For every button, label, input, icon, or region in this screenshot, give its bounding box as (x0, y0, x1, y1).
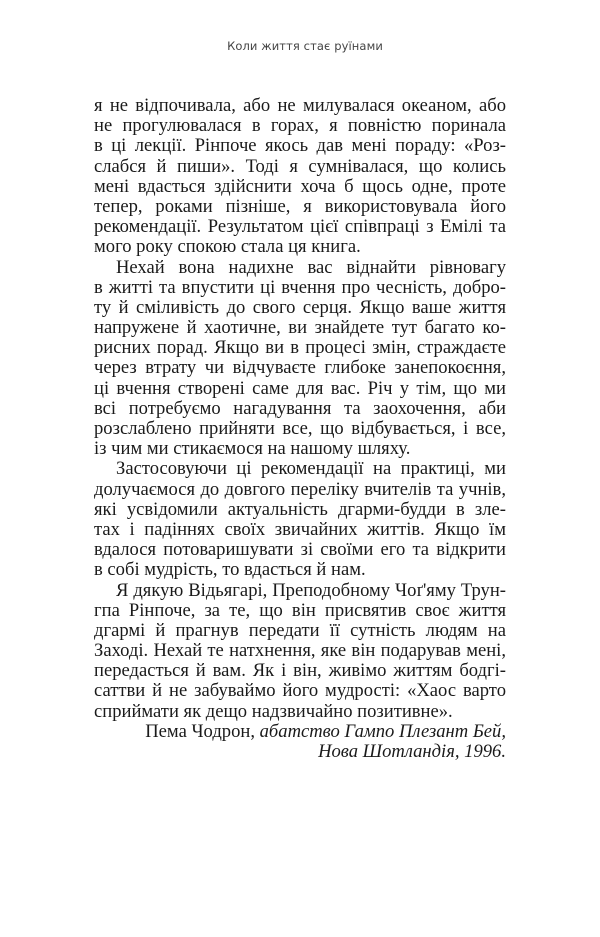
text-line: через втрату чи відчуваєте глибоке занепокоєння, (94, 357, 506, 379)
paragraph (94, 258, 506, 460)
text-line: тепер, роками пізніше, я використовувала його (94, 195, 506, 217)
page-body (94, 96, 506, 762)
text-line: мені вдасться здійснити хоча б щось одне, проте (94, 175, 506, 197)
text-line: рисних порад. Якщо ви в процесі змін, страждаєте (94, 337, 506, 359)
text-line: Я дякую Відьягарі, Преподобному Чоґ'яму Трун- (116, 579, 506, 601)
text-line: які усвідомили актуальність дгарми-будди в зле- (94, 498, 506, 520)
text-line: саттви й не забуваймо його мудрості: «Хаос варто (94, 680, 506, 702)
text-line: ту й сміливість до свого серця. Якщо ваше життя (94, 296, 506, 318)
author-name: Пема Чодрон, (145, 720, 260, 742)
paragraph (94, 459, 506, 580)
text-line: всі потребуємо нагадування та заохочення, аби (94, 397, 506, 419)
text-line: ці вчення створені саме для вас. Річ у тім, що ми (94, 377, 506, 399)
paragraph (94, 96, 506, 258)
text-line: передасться й вам. Як і він, живімо життям бодгі- (94, 660, 506, 682)
place: абатство Гампо Плезант Бей, (259, 720, 506, 742)
text-line: гпа Рінпоче, за те, що він присвятив своє життя (94, 599, 506, 621)
place-date: Нова Шотландія, 1996. (318, 741, 506, 762)
signature-line-1 (94, 722, 506, 742)
text-line: долучаємося до довгого переліку вчителів та учнів, (94, 478, 506, 500)
text-line: в ці лекції. Рінпоче якось дав мені пораду: «Роз- (94, 135, 506, 157)
text-line: Нехай вона надихне вас віднайти рівновагу (116, 256, 506, 278)
text-line: я не відпочивала, або не милувалася океаном, або (94, 95, 506, 116)
text-line: напружене й хаотичне, ви знайдете тут багато ко- (94, 317, 506, 339)
paragraph (94, 581, 506, 722)
text-line: розслаблено прийняти все, що відбувається, і все, (94, 418, 506, 439)
signature (94, 722, 506, 762)
text-line: мого року спокою стала ця книга. (94, 236, 361, 258)
text-line: із чим ми стикаємося на нашому шляху. (94, 438, 411, 460)
text-line: в собі мудрість, то вдасться й нам. (94, 559, 366, 581)
text-line: сприймати як дещо надзвичайно позитивне». (94, 700, 453, 722)
text-line: слабся й пиши». Тоді я сумнівалася, що колись (94, 155, 506, 177)
text-line: в житті та впустити ці вчення про чесність, добро- (94, 276, 506, 298)
text-line: тах і падіннях своїх звичайних життів. Якщо їм (94, 518, 506, 540)
text-line: Заході. Нехай те натхнення, яке він подарував мені, (94, 640, 506, 662)
signature-line-2 (94, 742, 506, 762)
running-header: Коли життя стає руїнами (227, 39, 383, 53)
text-line: рекомендації. Результатом цієї співпраці з Емілі та (94, 216, 506, 238)
text-line: не прогулювалася в горах, я повністю поринала (94, 115, 506, 137)
text-line: дгармі й прагнув передати її сутність людям на (94, 619, 506, 641)
text-line: Застосовуючи ці рекомендації на практиці, ми (116, 458, 506, 480)
text-line: вдалося потоваришувати зі своїми его та відкрити (94, 539, 506, 561)
